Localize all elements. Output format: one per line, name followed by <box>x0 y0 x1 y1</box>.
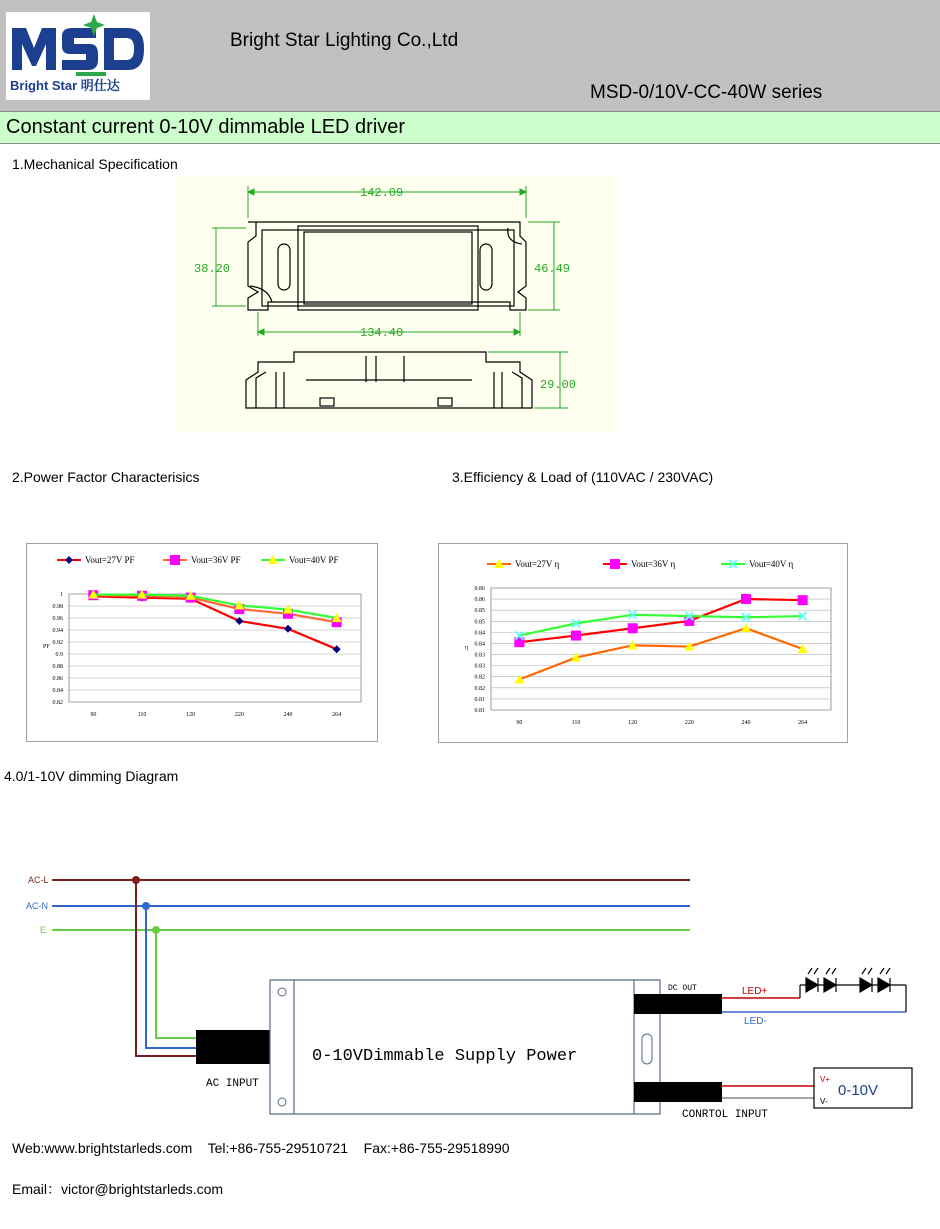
dim-length-outer: 142.09 <box>360 186 404 200</box>
footer-email[interactable]: Email：victor@brightstarleds.com <box>12 1181 224 1197</box>
y-tick-label: 0.81 <box>474 708 485 714</box>
mechanical-drawing-svg <box>176 176 616 432</box>
dimmer-label: 0-10V <box>838 1082 879 1099</box>
header <box>0 0 940 112</box>
company-name: Bright Star Lighting Co.,Ltd <box>230 30 459 51</box>
control-input-label: CONRTOL INPUT <box>682 1109 768 1121</box>
legend-label: Vout=40V η <box>749 559 794 569</box>
section-dimming-title: 4.0/1-10V dimming Diagram <box>4 768 179 784</box>
y-tick-label: 0.96 <box>52 616 63 622</box>
section-mechanical-title: 1.Mechanical Specification <box>12 156 178 172</box>
dim-height: 29.00 <box>540 378 577 392</box>
y-tick-label: 0.92 <box>52 640 63 646</box>
y-tick-label: 0.82 <box>474 674 485 681</box>
footer-web[interactable]: Web:www.brightstarleds.com <box>12 1140 193 1156</box>
x-tick-label: 110 <box>571 720 581 726</box>
legend-label: Vout=27V PF <box>85 555 135 565</box>
legend-label: Vout=36V η <box>631 559 676 569</box>
y-tick-label: 0.85 <box>474 619 485 626</box>
svg-text:Bright Star 明仕达: Bright Star 明仕达 <box>10 78 120 93</box>
y-tick-label: 0.88 <box>52 664 63 670</box>
x-tick-label: 90 <box>90 712 97 718</box>
y-tick-label: 0.86 <box>52 676 63 682</box>
y-tick-label: 0.85 <box>474 608 485 615</box>
supply-label: 0-10VDimmable Supply Power <box>312 1047 578 1066</box>
footer-tel: Tel:+86-755-29510721 <box>207 1140 349 1156</box>
company-logo <box>6 12 150 100</box>
ac-l-label: AC-L <box>28 875 49 885</box>
y-tick-label: 0.83 <box>474 663 485 670</box>
x-tick-label: 240 <box>741 720 751 726</box>
subtitle-bar <box>0 112 940 144</box>
x-tick-label: 264 <box>332 712 342 718</box>
y-tick-label: 1 <box>60 592 63 598</box>
y-tick-label: 0.94 <box>52 628 63 634</box>
earth-label: E <box>40 925 47 935</box>
y-tick-label: 0.83 <box>474 652 485 659</box>
y-tick-label: 0.84 <box>474 641 485 648</box>
data-point <box>628 623 638 633</box>
v-minus-label: V- <box>820 1097 828 1106</box>
x-tick-label: 90 <box>516 720 523 726</box>
dc-out-label: DC OUT <box>668 984 697 993</box>
x-tick-label: 220 <box>684 720 694 726</box>
dim-length-inner: 134.40 <box>360 326 404 340</box>
y-tick-label: 0.86 <box>474 597 485 604</box>
dim-width-right: 46.49 <box>534 262 571 276</box>
y-tick-label: 0.81 <box>474 696 485 703</box>
legend-marker <box>170 555 180 565</box>
plot-area <box>491 588 831 710</box>
y-tick-label: 0.9 <box>55 652 63 658</box>
msd-logo-icon <box>6 12 150 100</box>
legend-label: Vout=27V η <box>515 559 560 569</box>
data-point <box>571 631 581 641</box>
data-point <box>741 594 751 604</box>
led-string-icon <box>800 968 906 1012</box>
x-tick-label: 220 <box>234 712 244 718</box>
dim-width-left: 38.20 <box>194 262 231 276</box>
efficiency-chart <box>439 544 847 742</box>
ac-n-label: AC-N <box>26 901 48 911</box>
v-plus-label: V+ <box>820 1075 831 1084</box>
x-tick-label: 110 <box>137 712 147 718</box>
legend-label: Vout=36V PF <box>191 555 241 565</box>
wiring-diagram <box>0 860 940 1130</box>
legend-marker <box>65 556 73 564</box>
footer-fax: Fax:+86-755-29518990 <box>363 1140 510 1156</box>
pf-chart <box>27 544 377 741</box>
y-tick-label: 0.84 <box>474 630 485 637</box>
pf-chart-frame <box>26 543 378 742</box>
y-tick-label: 0.98 <box>52 604 63 610</box>
section-pf-title: 2.Power Factor Characterisics <box>12 469 200 485</box>
series-name: MSD-0/10V-CC-40W series <box>590 82 823 103</box>
x-tick-label: 120 <box>186 712 196 718</box>
led-minus-label: LED- <box>744 1016 767 1027</box>
mechanical-drawing <box>176 176 616 432</box>
footer-contact-line <box>12 1140 510 1156</box>
control-cable <box>634 1082 722 1102</box>
legend-label: Vout=40V PF <box>289 555 339 565</box>
ac-input-label: AC INPUT <box>206 1078 259 1090</box>
data-point <box>798 595 808 605</box>
y-tick-label: 0.86 <box>474 586 485 592</box>
dc-out-cable <box>634 994 722 1014</box>
y-tick-label: 0.82 <box>52 700 63 706</box>
y-tick-label: 0.84 <box>52 688 63 694</box>
x-tick-label: 120 <box>628 720 638 726</box>
led-plus-label: LED+ <box>742 986 768 997</box>
y-axis-label: η <box>465 645 469 651</box>
legend-marker <box>610 559 620 569</box>
x-tick-label: 240 <box>283 712 293 718</box>
y-tick-label: 0.82 <box>474 685 485 692</box>
x-tick-label: 264 <box>798 720 808 726</box>
efficiency-chart-frame <box>438 543 848 743</box>
page-subtitle: Constant current 0-10V dimmable LED driver <box>6 116 406 138</box>
y-axis-label: PF <box>43 644 50 650</box>
section-efficiency-title: 3.Efficiency & Load of (110VAC / 230VAC) <box>452 469 714 485</box>
